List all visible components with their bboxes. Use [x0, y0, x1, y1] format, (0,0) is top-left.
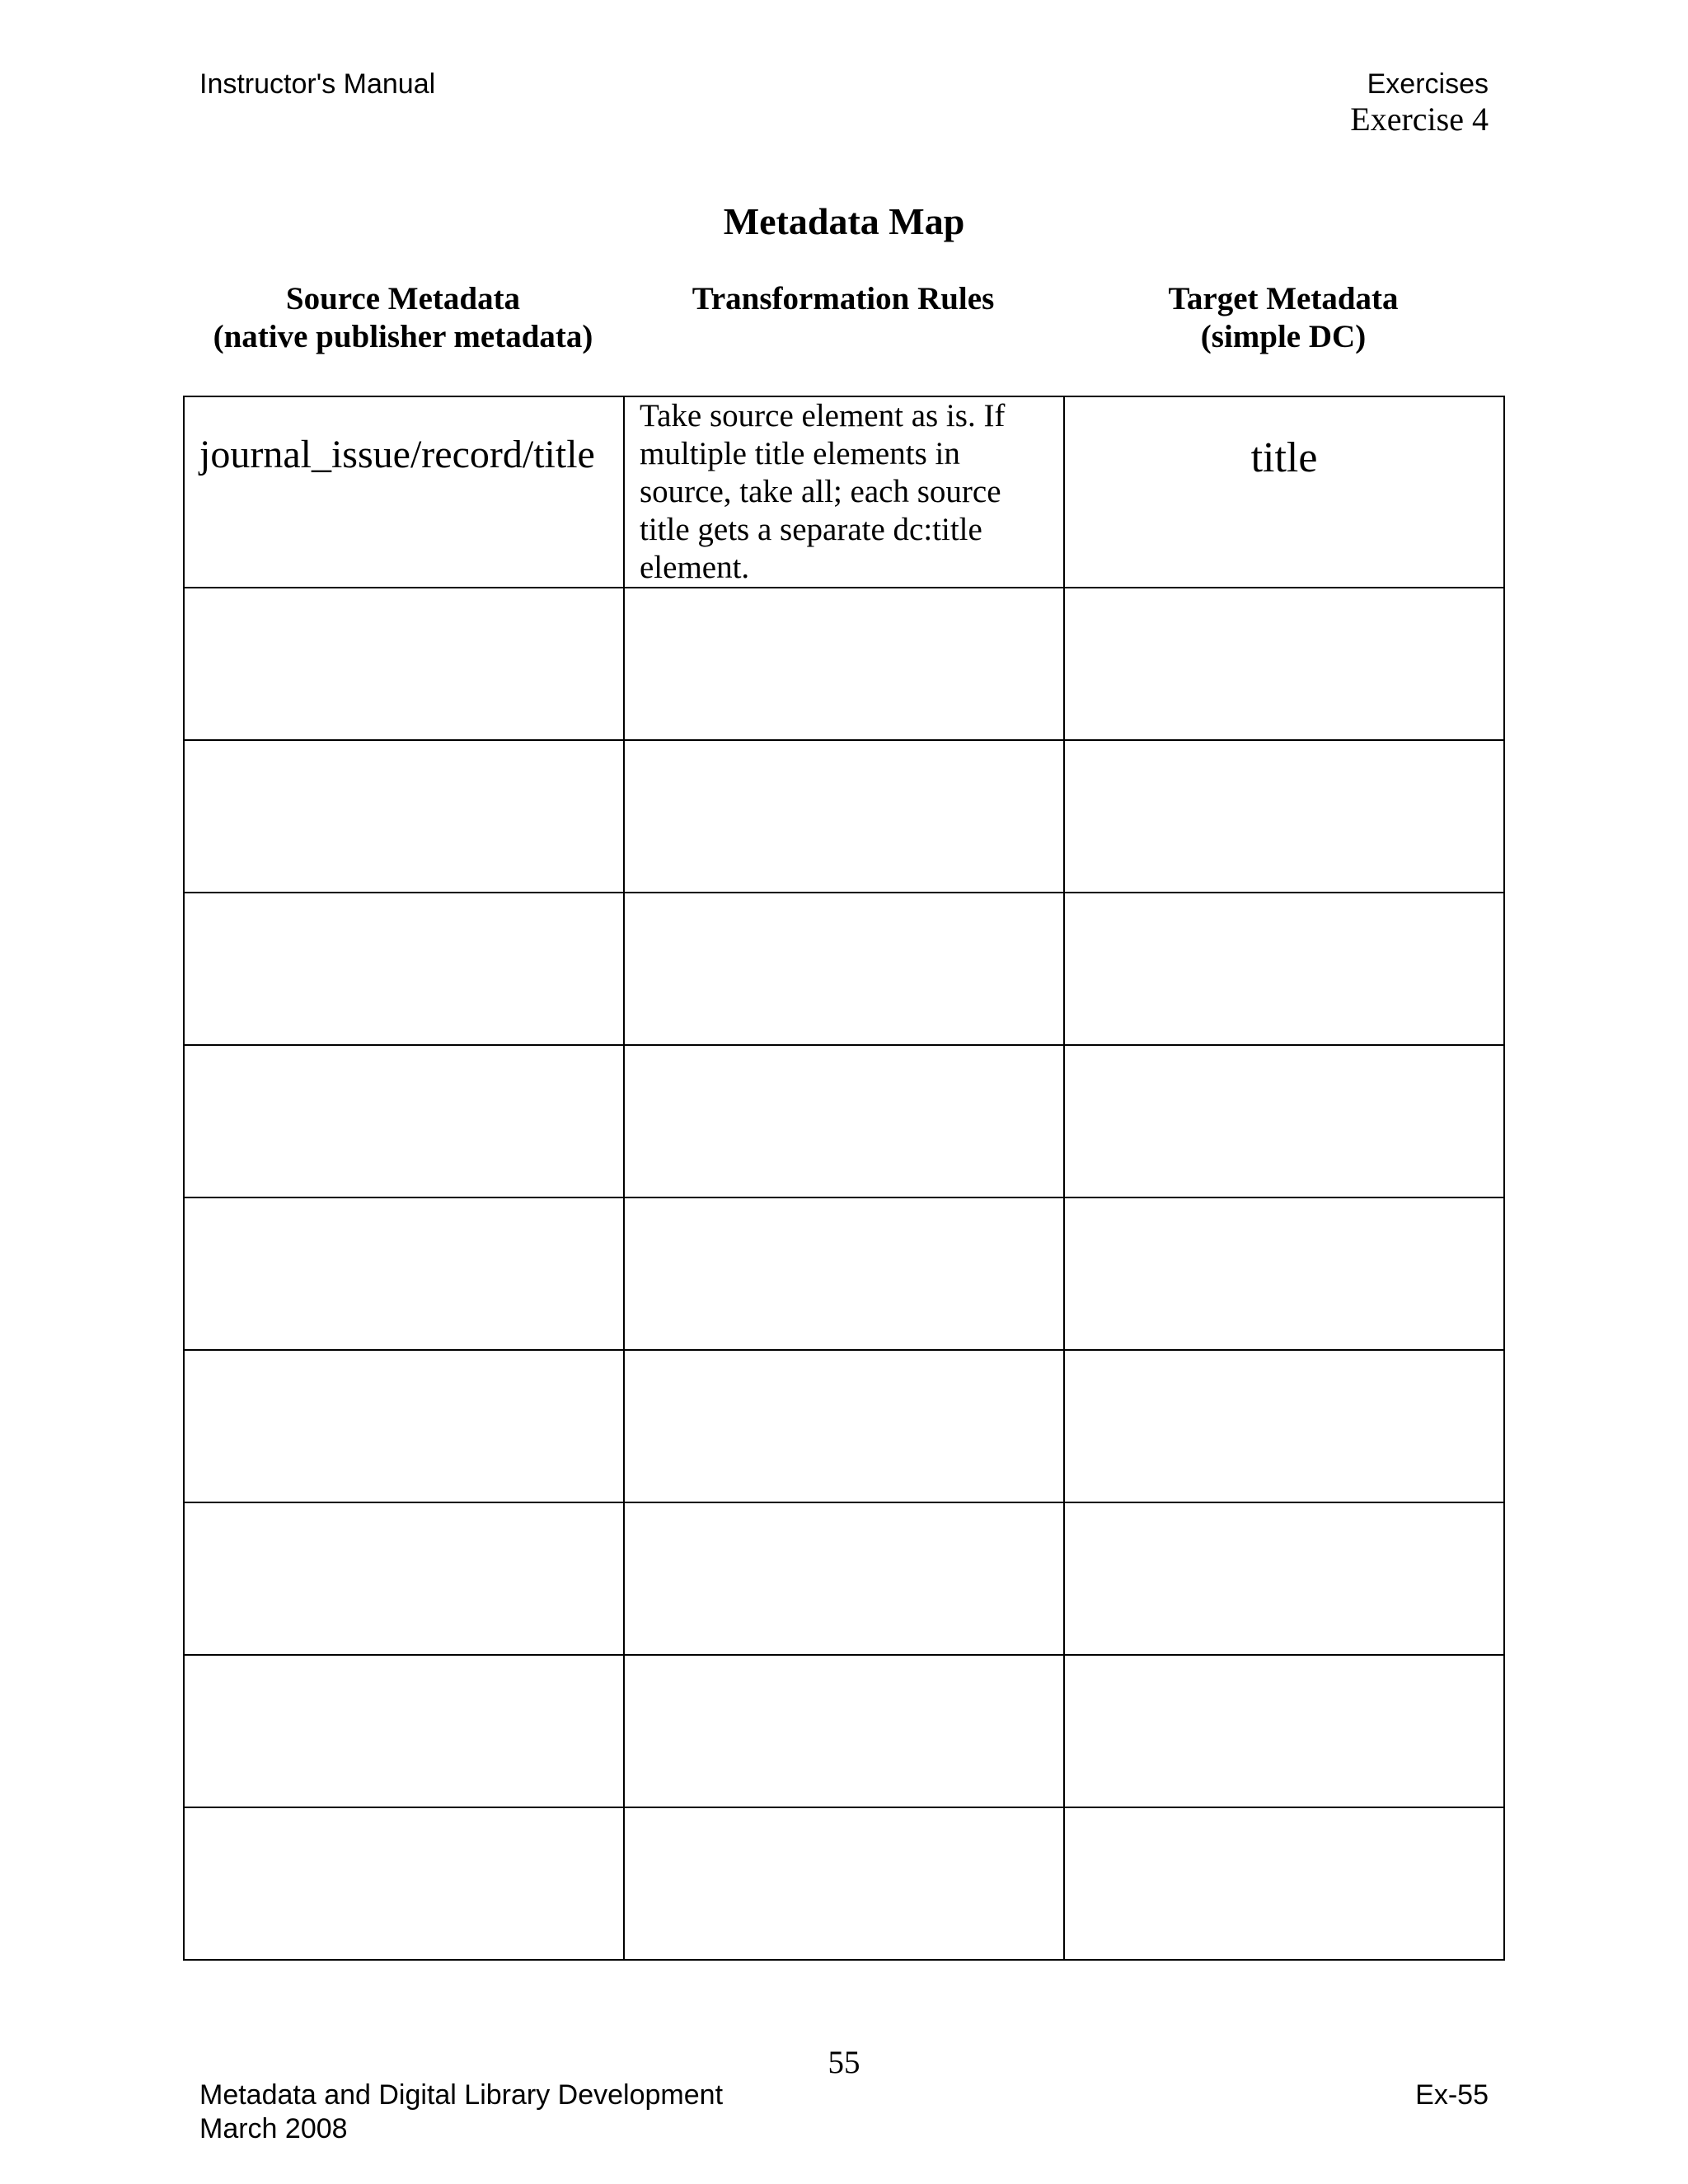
source-cell[interactable] — [184, 588, 624, 740]
source-element — [185, 1808, 623, 1843]
target-cell[interactable] — [1064, 396, 1504, 588]
target-element — [1065, 741, 1503, 777]
rule-cell[interactable] — [624, 1045, 1064, 1197]
rule-cell[interactable] — [624, 396, 1064, 588]
source-element: journal_issue/record/title — [199, 433, 595, 476]
page-number: 55 — [828, 2045, 860, 2080]
column-header-source — [183, 280, 623, 356]
source-cell[interactable] — [184, 1197, 624, 1350]
rule-cell[interactable] — [624, 1197, 1064, 1350]
target-cell[interactable] — [1064, 740, 1504, 893]
table-row — [184, 893, 1504, 1045]
source-element — [185, 1503, 623, 1538]
target-cell[interactable] — [1064, 1045, 1504, 1197]
source-cell[interactable] — [184, 1807, 624, 1960]
column-header-line: Transformation Rules — [692, 281, 995, 316]
footer-left — [199, 2079, 723, 2146]
table-row — [184, 1045, 1504, 1197]
table-row — [184, 396, 1504, 588]
rule-cell[interactable] — [624, 893, 1064, 1045]
target-cell[interactable] — [1064, 1655, 1504, 1807]
source-element — [185, 1351, 623, 1385]
rule-cell[interactable] — [624, 1502, 1064, 1655]
column-header-rules — [623, 280, 1063, 318]
source-element — [185, 893, 623, 928]
table-row — [184, 1807, 1504, 1960]
column-header-line: Source Metadata — [285, 281, 521, 316]
rule-cell[interactable] — [624, 740, 1064, 893]
source-cell[interactable] — [184, 1045, 624, 1197]
table-row — [184, 1197, 1504, 1350]
target-element — [1065, 893, 1503, 930]
target-cell[interactable] — [1064, 893, 1504, 1045]
column-header-target — [1063, 280, 1503, 356]
column-header-subline: (native publisher metadata) — [213, 319, 593, 354]
source-element — [185, 1656, 623, 1690]
source-cell[interactable] — [184, 893, 624, 1045]
rule-cell[interactable] — [624, 588, 1064, 740]
table-row — [184, 1655, 1504, 1807]
target-element — [1065, 1046, 1503, 1082]
source-cell[interactable] — [184, 396, 624, 588]
target-cell[interactable] — [1064, 588, 1504, 740]
target-element: title — [1250, 434, 1318, 481]
metadata-map-table — [183, 396, 1505, 1961]
header-section: Exercises — [1367, 68, 1489, 100]
rule-text: Take source element as is. If multiple title elements in source, take all; each source title gets a separate dc:title element. — [640, 398, 1006, 585]
target-cell[interactable] — [1064, 1502, 1504, 1655]
target-element — [1065, 588, 1503, 625]
running-header-left: Instructor's Manual — [199, 68, 436, 100]
target-element — [1065, 1351, 1503, 1387]
target-element — [1065, 1808, 1503, 1844]
page-title: Metadata Map — [723, 200, 965, 242]
source-cell[interactable] — [184, 1655, 624, 1807]
footer-page-code: Ex-55 — [1415, 2079, 1489, 2111]
running-header-right — [1350, 68, 1489, 138]
target-cell[interactable] — [1064, 1197, 1504, 1350]
source-cell[interactable] — [184, 740, 624, 893]
column-header-line: Target Metadata — [1168, 281, 1399, 316]
source-element — [185, 1198, 623, 1233]
target-cell[interactable] — [1064, 1807, 1504, 1960]
rule-cell[interactable] — [624, 1807, 1064, 1960]
source-cell[interactable] — [184, 1350, 624, 1502]
rule-cell[interactable] — [624, 1655, 1064, 1807]
target-element — [1065, 1198, 1503, 1235]
target-element — [1065, 1503, 1503, 1540]
target-element — [1065, 1656, 1503, 1692]
target-cell[interactable] — [1064, 1350, 1504, 1502]
table-row — [184, 1350, 1504, 1502]
footer-date: March 2008 — [199, 2113, 348, 2144]
table-row — [184, 1502, 1504, 1655]
source-element — [185, 1046, 623, 1080]
table-row — [184, 588, 1504, 740]
column-header-subline: (simple DC) — [1200, 319, 1367, 354]
table-row — [184, 740, 1504, 893]
source-element — [185, 741, 623, 776]
header-exercise: Exercise 4 — [1350, 101, 1489, 138]
footer-course: Metadata and Digital Library Development — [199, 2079, 724, 2111]
source-element — [185, 588, 623, 623]
source-cell[interactable] — [184, 1502, 624, 1655]
rule-cell[interactable] — [624, 1350, 1064, 1502]
